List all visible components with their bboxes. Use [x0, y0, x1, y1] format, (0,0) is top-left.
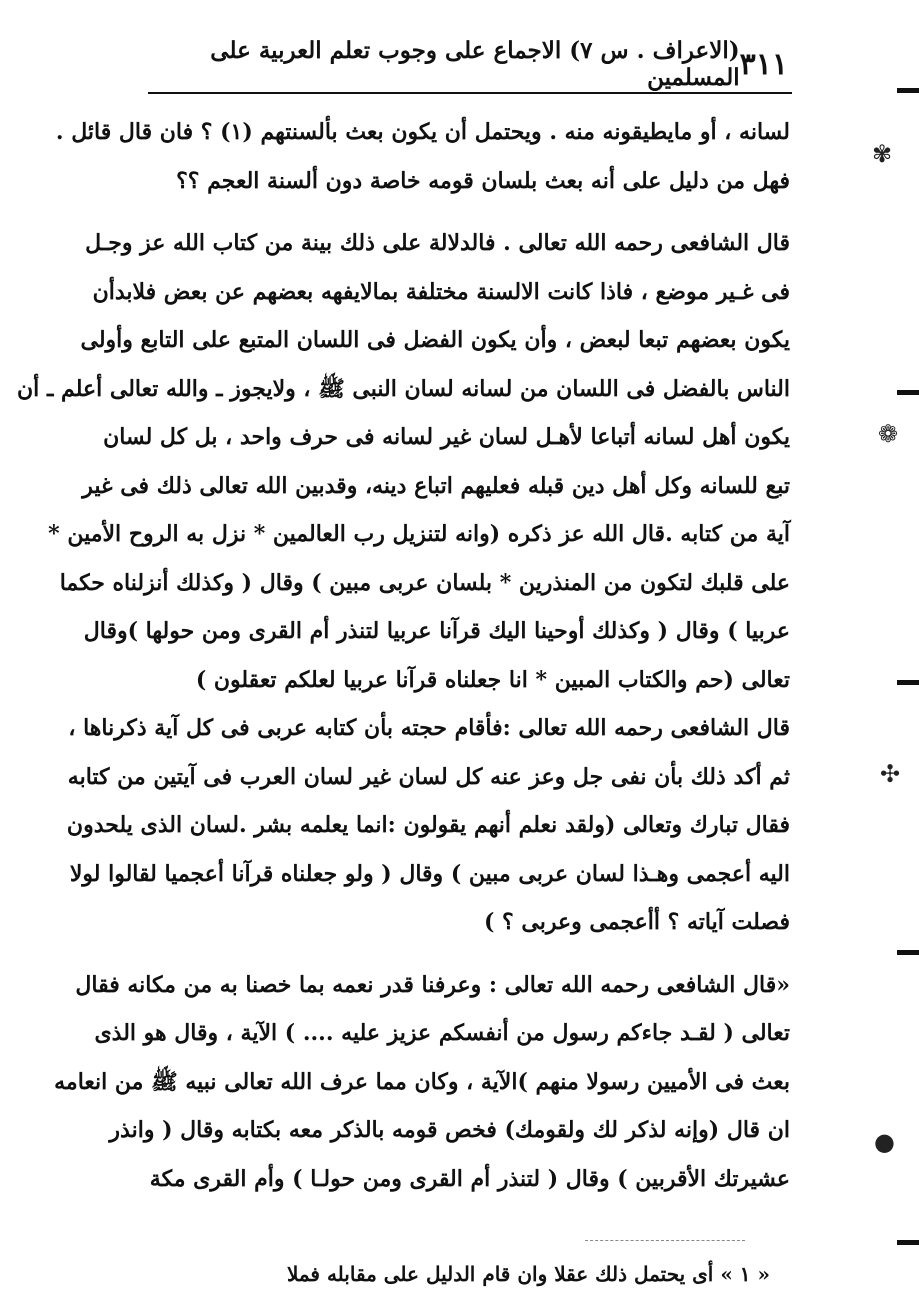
- margin-ornament-icon: ✾: [872, 140, 893, 168]
- text-line: على قلبك لتكون من المنذرين * بلسان عربى مبين ) وقال ( وكذلك أنزلناه حكما: [59, 569, 790, 596]
- text-line: «قال الشافعى رحمه الله تعالى : وعرفنا قدر نعمه بما خصنا به من مكانه فقال: [75, 971, 790, 998]
- text-line: يكون أهل لسانه أتباعا لأهـل لسان غير لسانه فى حرف واحد ، بل كل لسان: [103, 424, 790, 450]
- page-number: ٣١١: [739, 46, 788, 82]
- body-text: [17, 108, 790, 1203]
- text-line: يكون بعضهم تبعا لبعض ، وأن يكون الفضل فى اللسان المتبع على التابع وأولى: [80, 327, 790, 353]
- text-line: ثم أكد ذلك بأن نفى جل وعز عنه كل لسان غير لسان العرب فى آيتين من كتابه: [67, 763, 790, 790]
- paragraph-1: [55, 108, 790, 205]
- margin-mark: [897, 390, 919, 395]
- text-line: تعالى (حم والكتاب المبين * انا جعلناه قرآنا عربيا لعلكم تعقلون ): [195, 666, 790, 693]
- text-line: بعث فى الأميين رسولا منهم )الآية ، وكان مما عرف الله تعالى نبيه ﷺ من انعامه: [54, 1068, 790, 1095]
- page-header: [148, 37, 788, 91]
- margin-ornament-icon: ✣: [880, 760, 901, 788]
- text-line: قال الشافعى رحمه الله تعالى :فأقام حجته بأن كتابه عربى فى كل آية ذكرناها ،: [68, 715, 790, 741]
- margin-mark: [897, 1240, 919, 1245]
- text-line: تبع للسانه وكل أهل دين قبله فعليهم اتباع دينه، وقدبين الله تعالى ذلك فى غير: [82, 472, 790, 499]
- text-line: تعالى ( لقـد جاءكم رسول من أنفسكم عزيز عليه .... ) الآية ، وقال هو الذى: [94, 1020, 790, 1046]
- margin-mark: [897, 950, 919, 955]
- text-line: لسانه ، أو مايطيقونه منه . ويحتمل أن يكون بعث بألسنتهم (١) ؟ فان قال قائل .: [55, 119, 790, 145]
- margin-ornament-icon: ❁: [878, 420, 899, 448]
- running-title: (الاعراف . س ٧) الاجماع على وجوب تعلم العربية على المسلمين: [210, 37, 740, 91]
- paragraph-2: [17, 219, 790, 704]
- header-divider: [148, 92, 792, 94]
- footnote: « ١ » أى يحتمل ذلك عقلا وان قام الدليل على مقابله فملا: [286, 1262, 770, 1286]
- text-line: ان قال (وإنه لذكر لك ولقومك) فخص قومه بالذكر معه بكتابه وقال ( وانذر: [109, 1117, 790, 1143]
- margin-mark: [897, 680, 919, 685]
- text-line: عربيا ) وقال ( وكذلك أوحينا اليك قرآنا عربيا لتنذر أم القرى ومن حولها )وقال: [83, 618, 790, 644]
- margin-ornament-icon: ●: [874, 1128, 895, 1156]
- text-line: عشيرتك الأقربين ) وقال ( لتنذر أم القرى ومن حولـا ) وأم القرى مكة: [149, 1165, 790, 1192]
- text-line: فقال تبارك وتعالى (ولقد نعلم أنهم يقولون :انما يعلمه بشر .لسان الذى يلحدون: [66, 812, 790, 838]
- footnote-divider: [585, 1240, 745, 1241]
- text-line: الناس بالفضل فى اللسان من لسانه لسان النبى ﷺ ، ولايجوز ـ والله تعالى أعلم ـ أن: [17, 375, 790, 402]
- paragraph-3: [66, 704, 790, 947]
- text-line: فهل من دليل على أنه بعث بلسان قومه خاصة دون ألسنة العجم ؟؟: [176, 167, 790, 194]
- margin-mark: [897, 88, 919, 93]
- text-line: آية من كتابه .قال الله عز ذكره (وانه لتنزيل رب العالمين * نزل به الروح الأمين *: [48, 521, 790, 547]
- text-line: اليه أعجمى وهـذا لسان عربى مبين ) وقال ( ولو جعلناه قرآنا أعجميا لقالوا لولا: [69, 860, 790, 887]
- text-line: فصلت آياته ؟ أأعجمى وعربى ؟ ): [483, 909, 790, 935]
- paragraph-4: [54, 961, 790, 1204]
- text-line: قال الشافعى رحمه الله تعالى . فالدلالة على ذلك بينة من كتاب الله عز وجـل: [85, 230, 790, 256]
- text-line: فى غـير موضع ، فاذا كانت الالسنة مختلفة بمالايفهه بعضهم عن بعض فلابدأن: [92, 278, 790, 305]
